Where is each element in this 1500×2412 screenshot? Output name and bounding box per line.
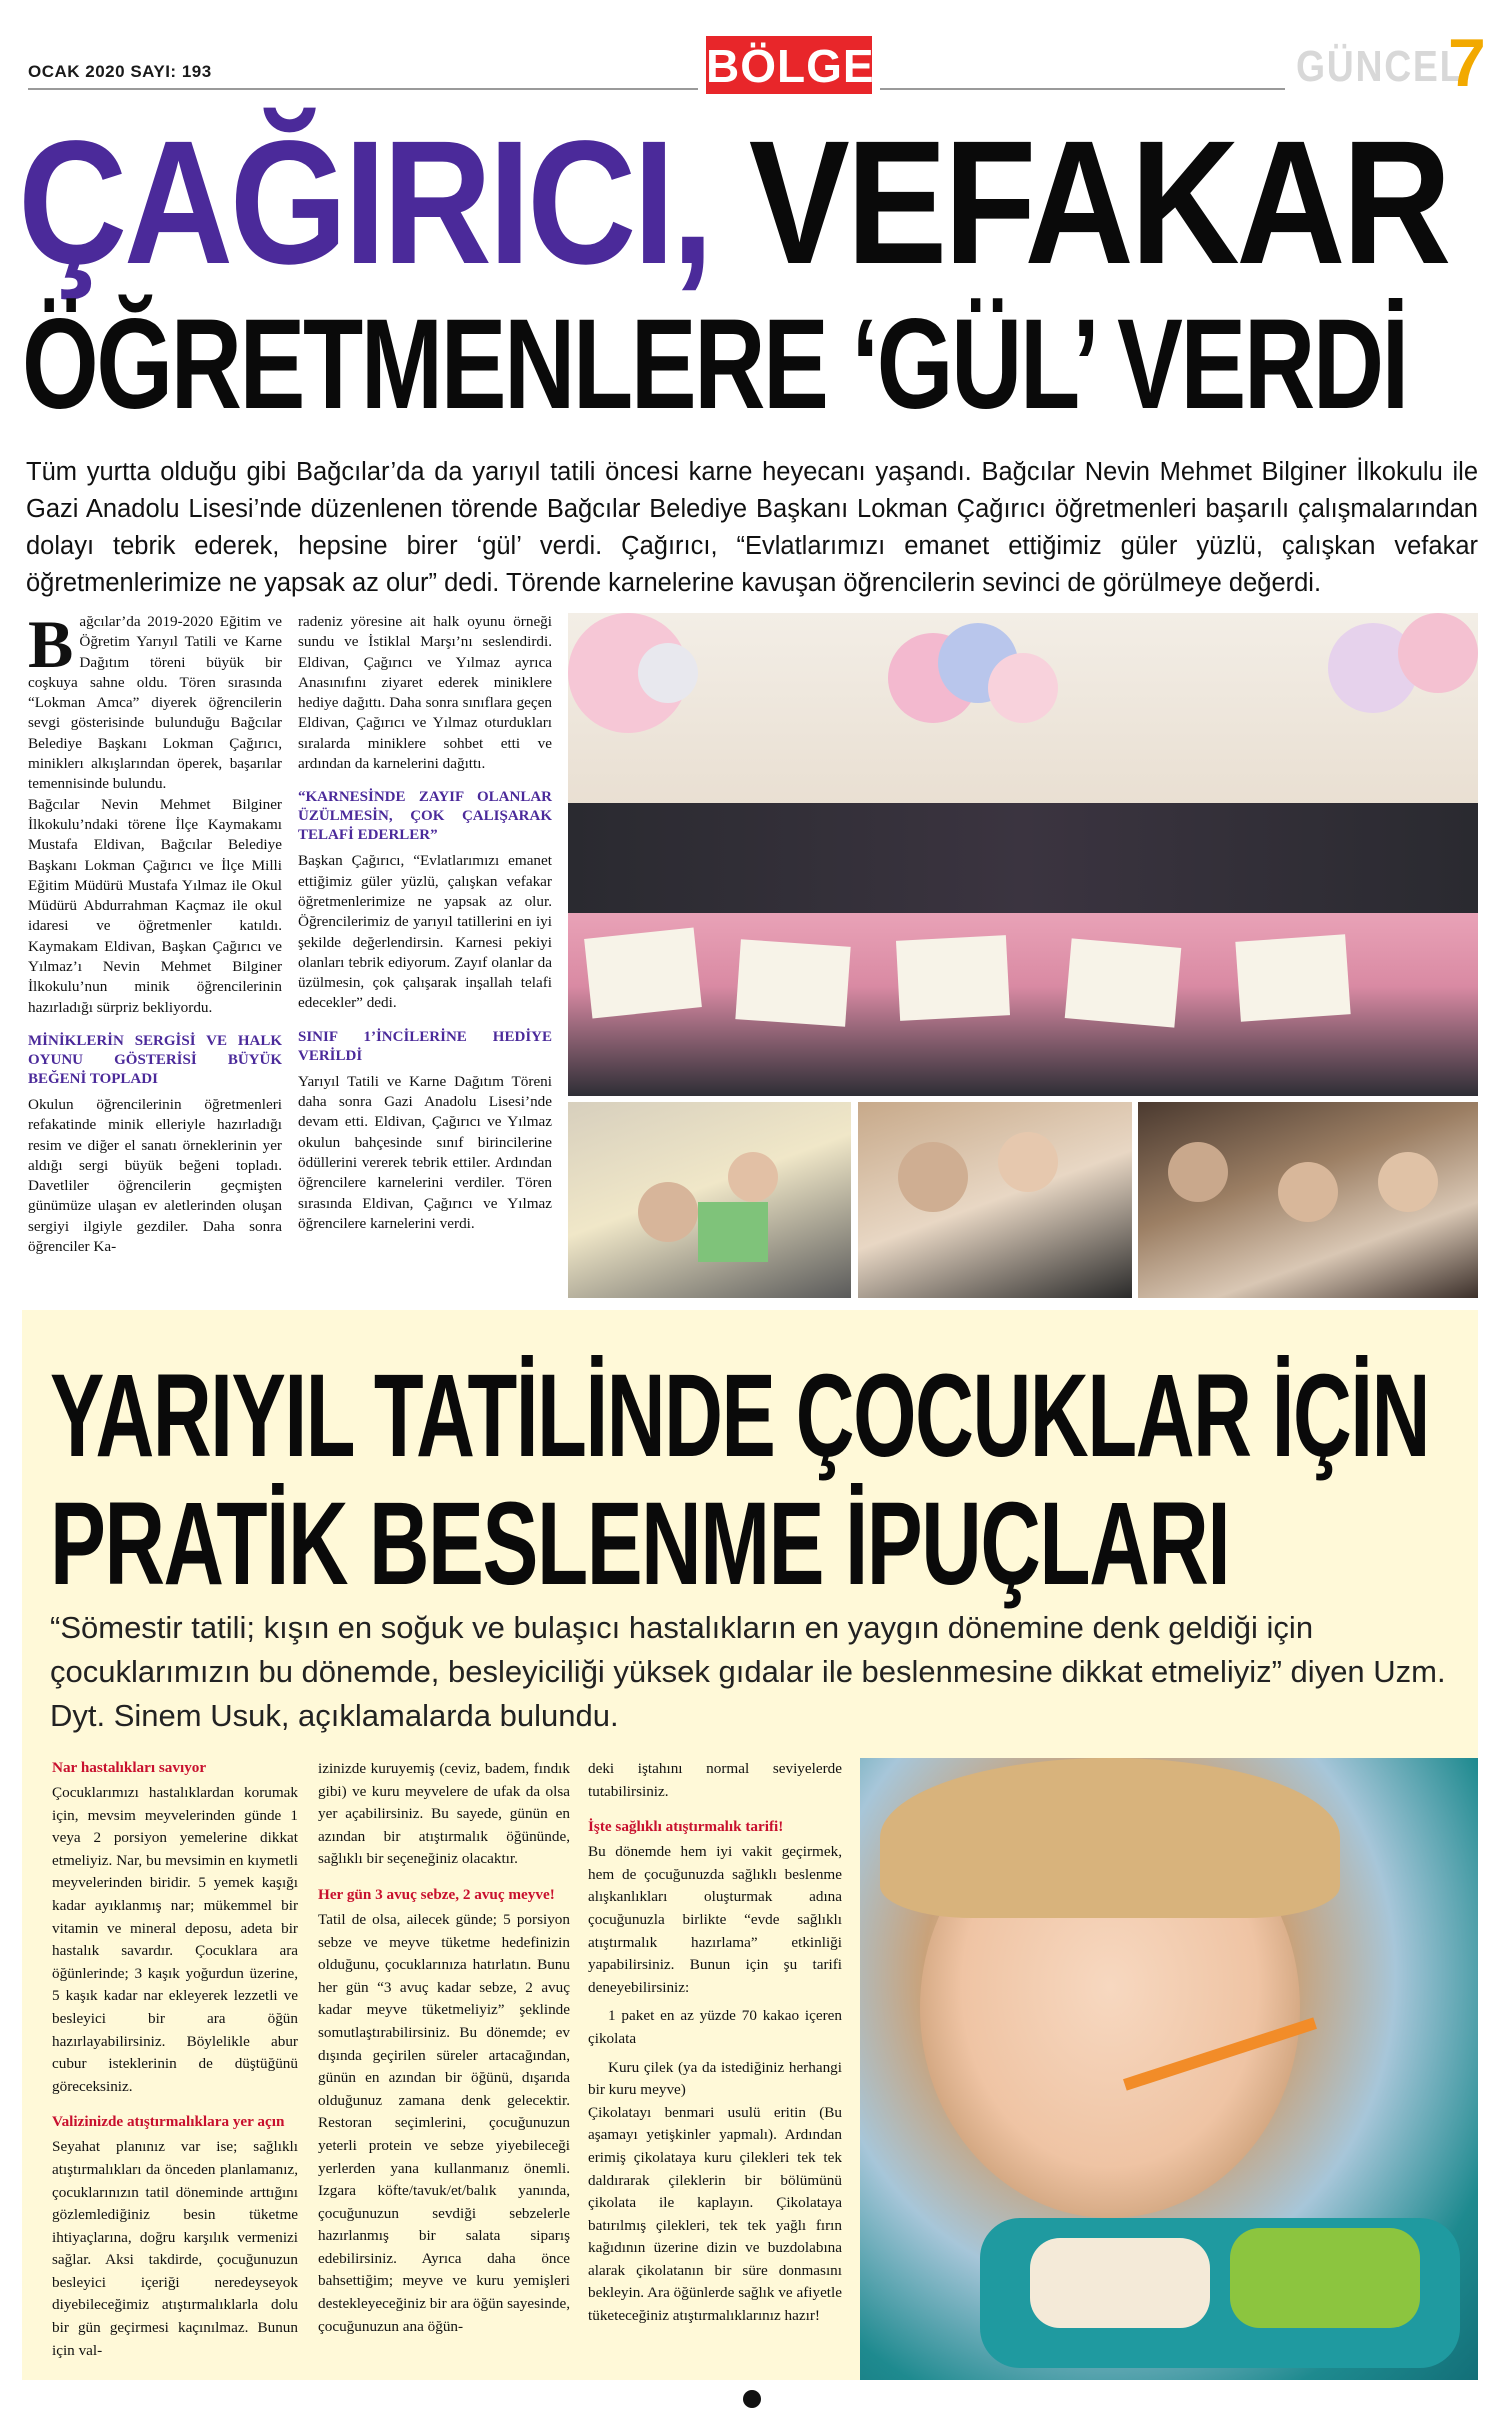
headline-2-line2: PRATİK BESLENME İPUÇLARI	[50, 1478, 1230, 1610]
issue-date: OCAK 2020 SAYI: 193	[28, 62, 212, 81]
headline-1-line2: ÖĞRETMENLERE ‘GÜL’ VERDİ	[22, 293, 1407, 436]
ingredient: Kuru çilek (ya da istediğiniz herhangi bir kuru meyve)	[588, 2058, 842, 2099]
photo-class-ceremony	[568, 613, 1478, 1096]
report-card-shape	[1235, 934, 1350, 1021]
paragraph: deki iştahını normal seviyelerde tutabilirsiniz.	[588, 1760, 842, 1800]
page-number: 7	[1448, 25, 1486, 101]
section-badge: BÖLGE	[706, 36, 872, 94]
headline-1-line1	[18, 105, 1449, 301]
subheading: İşte sağlıklı atıştırmalık tarifi!	[588, 1818, 784, 1836]
header-rule-right	[880, 88, 1285, 90]
report-card-shape	[735, 939, 850, 1026]
report-card-shape	[1065, 938, 1182, 1027]
face-shape	[1278, 1162, 1338, 1222]
grapes-shape	[1230, 2228, 1420, 2328]
balloon-shape	[1398, 613, 1478, 693]
subheading: Valizinizde atıştırmalıklara yer açın	[52, 2113, 285, 2131]
ingredient: 1 paket en az yüzde 70 kakao içeren çikolata	[588, 2007, 842, 2047]
category-label: GÜNCEL	[1296, 42, 1465, 91]
face-shape	[898, 1142, 968, 1212]
clock-shape	[638, 643, 698, 703]
face-shape	[638, 1182, 698, 1242]
paragraph: radeniz yöresine ait halk oyunu örneği sundu ve İstiklal Marşı’nı seslendirdi. Eldivan, Çağırıcı ve Yılmaz ayrıca Anasınıfını ziyaret ederek miniklere hediye dağıttı. Daha sonra sınıflara geçen Eldivan, Çağırıcı ve Yılmaz oturdukları sıralarda miniklere sohbet etti ve ardından da karnelerini dağıttı.	[298, 613, 552, 773]
photo-gift-to-teacher	[1138, 1102, 1478, 1298]
photo-girl-eating	[860, 1758, 1478, 2380]
headline-2-line1: YARIYIL TATİLİNDE ÇOCUKLAR İÇİN	[50, 1350, 1430, 1482]
face-shape	[1168, 1142, 1228, 1202]
subheading: SINIF 1’İNCİLERİNE HEDİYE VERİLDİ	[298, 1028, 552, 1064]
book-shape	[698, 1202, 768, 1262]
paragraph: Çocuklarımızı hastalıklardan korumak için, mevsim meyvelerinden günde 1 veya 2 porsiyon yemelerine dikkat etmeliyiz. Nar, bu mevsimin en kıymetli meyvelerinden biridir. 5 yemek kaşığı kadar ayıklanmış nar; mükemmel bir vitamin ve mineral deposu, adeta bir hastalık savardır. Çocuklara ara öğünlerinde; 3 kaşık yoğurdun üzerine, 5 kaşık kadar nar ekleyerek lezzetli ve besleyici bir ara öğün hazırlayabilirsiniz. Böylelikle abur cubur isteklerinin de düştüğünü göreceksiniz.	[52, 1784, 298, 2095]
article-2-column-3	[588, 1758, 842, 2328]
paragraph: Okulun öğrencilerinin öğretmenleri refakatinde minik elleriyle hazırladığı resim ve diğer el sanatı örneklerinin yer aldığı sergi büyük beğeni topladı. Davetliler öğrencilerin geçmişten günümüze ulaşan ev aletlerinden oluşan sergiyi ilgiyle gezdiler. Daha sonra öğrenciler Ka-	[28, 1095, 282, 1256]
face-shape	[728, 1152, 778, 1202]
article-1-lead: Tüm yurtta olduğu gibi Bağcılar’da da yarıyıl tatili öncesi karne heyecanı yaşandı. Bağcılar Nevin Mehmet Bilginer İlkokulu ile Gazi Anadolu Lisesi’nde düzenlenen törende Bağcılar Belediye Başkanı Lokman Çağırıcı öğretmenleri başarılı çalışmalarından dolayı tebrik ederek, hepsine birer ‘gül’ verdi. Çağırıcı, “Evlatlarımızı emanet ettiğimiz güler yüzlü, çalışkan vefakar öğretmenlerimize ne yapsak az olur” dedi. Törende karnelerine kavuşan öğrencilerin sevinci de görülmeye değerdi.	[26, 458, 1478, 597]
face-shape	[998, 1132, 1058, 1192]
report-card-shape	[584, 927, 702, 1018]
face-shape	[1378, 1152, 1438, 1212]
subheading: Nar hastalıkları savıyor	[52, 1759, 207, 1776]
photo-mayor-hugging-child	[858, 1102, 1132, 1298]
article-2-column-2	[318, 1758, 570, 2338]
paragraph: Çikolatayı benmari usulü eritin (Bu aşamayı yetişkinler yapmalı). Ardından erimiş çikolataya kuru çilekleri tek tek daldırarak çileklerin bir bölümünü çikolata ile kaplayın. Çikolataya batırılmış çilekleri, tek tek yağlı fırın kağıdının üzerine dizin ve buzdolabına alarak çikolatanın bir süre donmasını bekleyin. Ara öğünlerde sağlık ve afiyetle tüketeceğiniz atıştırmalıklarınız hazır!	[588, 2103, 842, 2325]
subheading: MİNİKLERİN SERGİSİ VE HALK OYUNU GÖSTERİSİ BÜYÜK BEĞENİ TOPLADI	[28, 1032, 282, 1087]
photo-mayor-with-student	[568, 1102, 851, 1298]
subheading: Her gün 3 avuç sebze, 2 avuç meyve!	[318, 1885, 555, 1903]
paragraph: Başkan Çağırıcı, “Evlatlarımızı emanet ettiğimiz güler yüzlü, çalışkan vefakar öğretmenlerimize ne yapsak az olur. Öğrencilerimiz de yarıyıl tatillerini en iyi şekilde değerlendirsin. Karnesi pekiyi olanları tebrik ediyorum. Zayıf olanlar da üzülmesin, çok çalışarak inşallah telafi edecekler” dedi.	[298, 852, 552, 1012]
headline-1-purple-part: ÇAĞIRICI,	[18, 105, 711, 301]
subheading: “KARNESİNDE ZAYIF OLANLAR ÜZÜLMESİN, ÇOK ÇALIŞARAK TELAFİ EDERLER”	[298, 789, 552, 844]
paragraph: Bağcılar Nevin Mehmet Bilginer İlkokulu’ndaki törene İlçe Kaymakamı Mustafa Eldivan, Bağcılar Belediye Başkanı Lokman Çağırıcı ve İlçe Milli Eğitim Müdürü Mustafa Yılmaz ile Okul Müdürü Abdurrahman Kaçmaz ile okul idaresi ve öğretmenler katıldı. Kaymakam Eldivan, Başkan Çağırıcı ve Yılmaz’ı Nevin Mehmet Bilginer İlkokulu’nun minik öğrencilerinin hazırladığı sürpriz bekliyordu.	[28, 795, 282, 1016]
drop-cap: B	[28, 606, 74, 682]
paragraph: izinizde kuruyemiş (ceviz, badem, fındık gibi) ve kuru meyvelere de ufak da olsa yer açabilirsiniz. Bu sayede, günün en azından bir atıştırmalık öğününde, sağlıklı bir seçeneğiniz olacaktır.	[318, 1760, 570, 1868]
headline-1-black-part: VEFAKAR	[710, 105, 1449, 301]
article-2-lead: “Sömestir tatili; kışın en soğuk ve bulaşıcı hastalıkların en yaygın dönemine denk geldiği için çocuklarımızın bu dönemde, besleyiciliği yüksek gıdalar ile beslenmesine dikkat etmeliyiz” diyen Uzm. Dyt. Sinem Usuk, açıklamalarda bulundu.	[50, 1610, 1446, 1733]
paragraph: Tatil de olsa, ailecek günde; 5 porsiyon sebze ve meyve tüketme hedefinizin olduğunu, çocuklarınıza hatırlatın. Bunu her gün “3 avuç kadar sebze, 2 avuç kadar meyve tüketmeliyiz” şeklinde somutlaştırabilirsiniz. Bu dönemde; ev dışında geçirilen süreler artacağından, günün en azından bir öğünü, dışarıda olduğunuz zamana denk gelecektir. Restoran seçimlerini, çocuğunuzun yeterli protein ve sebze yiyebileceği yerlerden yana kullanmanız önemli. Izgara köfte/tavuk/et/balık yanında, çocuğunuzun sevdiği sebzelerle hazırlanmış bir salata siparış edebilirsiniz. Ayrıca daha önce bahsettiğim; meyve ve kuru yemişleri destekleyeceğiniz bir ara öğün sayesinde, çocuğunuzun ana öğün-	[318, 1910, 570, 2335]
article-1-column-1	[28, 606, 282, 1257]
report-card-shape	[896, 935, 1010, 1021]
article-1-column-2	[298, 612, 552, 1234]
hair-shape	[880, 1758, 1340, 1918]
paragraph: ağcılar’da 2019-2020 Eğitim ve Öğretim Yarıyıl Tatili ve Karne Dağıtım töreni büyük bir coşkuya sahne oldu. Tören sırasında “Lokman Amca” diyerek öğrencilerin sevgi gösterisinde bulunduğu Bağcılar Belediye Başkanı Lokman Çağırıcı, miniklerı alkışlarından öperek, başarılar temennisinde bulundu.	[28, 613, 282, 793]
article-2-column-1	[52, 1758, 298, 2362]
paragraph: Yarıyıl Tatili ve Karne Dağıtım Töreni daha sonra Gazi Anadolu Lisesi’nde devam etti. Eldivan, Çağırıcı ve Yılmaz okulun bahçesinde sınıf birincilerine ödüllerini vererek tebrik ettiler. Ardından öğrencilere karnelerini verdiler. Tören sırasında Eldivan, Çağırıcı ve Yılmaz öğrencilere karnelerini verdi.	[298, 1072, 552, 1232]
page-end-dot	[743, 2390, 761, 2408]
adults-row-shape	[568, 803, 1478, 913]
yogurt-shape	[1030, 2238, 1210, 2328]
balloon-shape	[988, 653, 1058, 723]
header-rule-left	[28, 88, 698, 90]
paragraph: Bu dönemde hem iyi vakit geçirmek, hem de çocuğunuzda sağlıklı beslenme alışkanlıkları oluşturmak adına çocuğunuzla birlikte “evde sağlıklı atıştırmalık hazırlama” etkinliği yapabilirsiniz. Bunun için şu tarifi deneyebilirsiniz:	[588, 1843, 842, 1996]
paragraph: Seyahat planınız var ise; sağlıklı atıştırmalıkları da önceden planlamanız, çocuklarınızın tatil döneminde arttığını gözlemlediğiniz besin tüketme ihtiyaçlarına, doğru karşılık vermenizi sağlar. Aksi takdirde, çocuğunuzun besleyici içeriği neredeyseyok diyebileceğimiz atıştırmalıklarla dolu bir gün geçirmesi kaçınılmaz. Bunun için val-	[52, 2138, 298, 2359]
